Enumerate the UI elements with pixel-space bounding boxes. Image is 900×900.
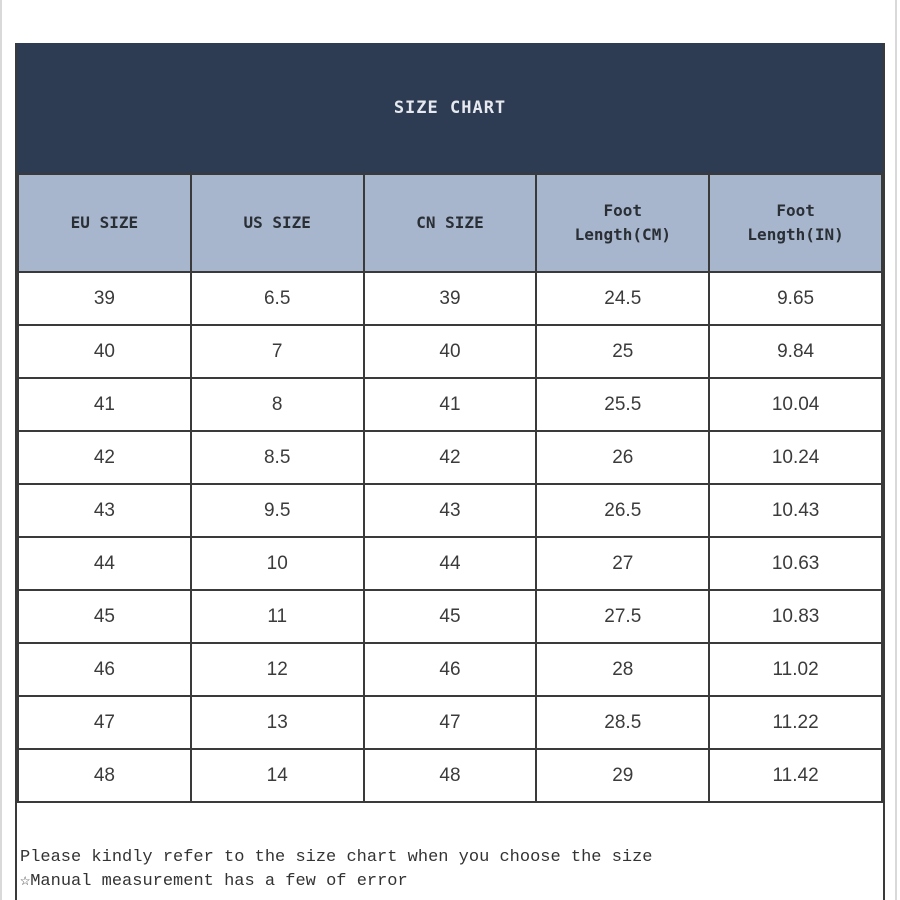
eu-size-cell: 46 <box>18 643 191 696</box>
eu-size-cell: 45 <box>18 590 191 643</box>
foot-cm-cell: 26 <box>536 431 709 484</box>
note-line-measurement: ☆Manual measurement has a few of error <box>20 872 408 891</box>
header-row <box>18 174 882 272</box>
us-size-cell: 7 <box>191 325 364 378</box>
table-row <box>18 484 882 537</box>
foot-in-cell: 9.65 <box>709 272 882 325</box>
eu-size-cell: 48 <box>18 749 191 802</box>
us-size-cell: 12 <box>191 643 364 696</box>
foot-in-cell: 11.42 <box>709 749 882 802</box>
size-chart <box>15 43 885 900</box>
table-row <box>18 696 882 749</box>
us-size-cell: 11 <box>191 590 364 643</box>
cn-size-cell: 41 <box>364 378 537 431</box>
us-size-cell: 8 <box>191 378 364 431</box>
foot-in-cell: 11.22 <box>709 696 882 749</box>
foot-cm-cell: 26.5 <box>536 484 709 537</box>
foot-in-cell: 10.43 <box>709 484 882 537</box>
header-cn-size: CN SIZE <box>364 174 537 272</box>
cn-size-cell: 40 <box>364 325 537 378</box>
page-edge-left <box>0 0 2 900</box>
header-foot-length-in: Foot Length(IN) <box>709 174 882 272</box>
size-table <box>17 173 883 803</box>
eu-size-cell: 39 <box>18 272 191 325</box>
eu-size-cell: 43 <box>18 484 191 537</box>
size-note <box>20 846 880 894</box>
table-row <box>18 378 882 431</box>
us-size-cell: 6.5 <box>191 272 364 325</box>
us-size-cell: 10 <box>191 537 364 590</box>
table-row <box>18 431 882 484</box>
cn-size-cell: 45 <box>364 590 537 643</box>
foot-in-cell: 10.04 <box>709 378 882 431</box>
table-row <box>18 272 882 325</box>
foot-cm-cell: 27.5 <box>536 590 709 643</box>
foot-cm-cell: 24.5 <box>536 272 709 325</box>
header-us-size: US SIZE <box>191 174 364 272</box>
cn-size-cell: 39 <box>364 272 537 325</box>
foot-in-cell: 10.83 <box>709 590 882 643</box>
eu-size-cell: 44 <box>18 537 191 590</box>
eu-size-cell: 41 <box>18 378 191 431</box>
cn-size-cell: 47 <box>364 696 537 749</box>
foot-cm-cell: 25.5 <box>536 378 709 431</box>
cn-size-cell: 46 <box>364 643 537 696</box>
cn-size-cell: 43 <box>364 484 537 537</box>
table-row <box>18 749 882 802</box>
foot-in-cell: 9.84 <box>709 325 882 378</box>
us-size-cell: 9.5 <box>191 484 364 537</box>
table-row <box>18 643 882 696</box>
us-size-cell: 14 <box>191 749 364 802</box>
foot-cm-cell: 25 <box>536 325 709 378</box>
cn-size-cell: 42 <box>364 431 537 484</box>
foot-cm-cell: 28 <box>536 643 709 696</box>
table-row <box>18 537 882 590</box>
foot-cm-cell: 28.5 <box>536 696 709 749</box>
page-edge-right <box>895 0 897 900</box>
foot-cm-cell: 27 <box>536 537 709 590</box>
eu-size-cell: 40 <box>18 325 191 378</box>
eu-size-cell: 47 <box>18 696 191 749</box>
foot-in-cell: 11.02 <box>709 643 882 696</box>
note-line-refer: Please kindly refer to the size chart when you choose the size <box>20 848 653 867</box>
foot-in-cell: 10.63 <box>709 537 882 590</box>
cn-size-cell: 44 <box>364 537 537 590</box>
foot-cm-cell: 29 <box>536 749 709 802</box>
cn-size-cell: 48 <box>364 749 537 802</box>
foot-in-cell: 10.24 <box>709 431 882 484</box>
us-size-cell: 13 <box>191 696 364 749</box>
eu-size-cell: 42 <box>18 431 191 484</box>
header-eu-size: EU SIZE <box>18 174 191 272</box>
table-row <box>18 590 882 643</box>
us-size-cell: 8.5 <box>191 431 364 484</box>
table-row <box>18 325 882 378</box>
header-foot-length-cm: Foot Length(CM) <box>536 174 709 272</box>
title-bar <box>17 43 883 173</box>
chart-title: SIZE CHART <box>393 98 507 118</box>
